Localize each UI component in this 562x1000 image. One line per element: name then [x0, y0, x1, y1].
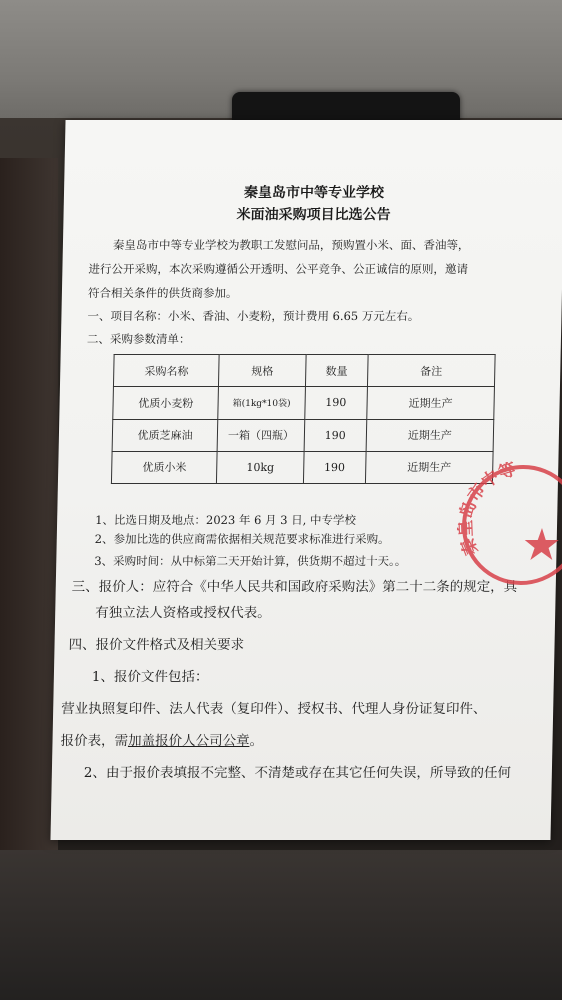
- docs-line1: 营业执照复印件、法人代表（复印件）、授权书、代理人身份证复印件、: [61, 701, 487, 717]
- purchase-table: [111, 354, 496, 484]
- sub-item-3: 3、采购时间：从中标第二天开始计算，供货期不超过十天。。: [94, 554, 407, 568]
- intro-line3: 符合相关条件的供货商参加。: [87, 286, 238, 300]
- table-cell: 190: [304, 419, 367, 451]
- table-header-cell: 采购名称: [113, 355, 219, 387]
- table-cell: 近期生产: [365, 451, 493, 483]
- table-cell: 箱(1kg*10袋): [218, 387, 305, 419]
- table-cell: 近期生产: [366, 419, 494, 451]
- notice-title-line2: 米面油采购项目比选公告: [236, 207, 391, 223]
- table-header-cell: 规格: [219, 355, 306, 387]
- seal-star-icon: [524, 528, 559, 560]
- sub-item-2: 2、参加比选的供应商需依据相关规范要求标准进行采购。: [94, 532, 390, 546]
- item-purchase-list: 二、采购参数清单：: [86, 332, 191, 346]
- table-row: [111, 451, 493, 483]
- table-header-cell: 数量: [305, 355, 368, 387]
- table-row: [112, 419, 494, 451]
- intro-line2: 进行公开采购，本次采购遵循公开透明、公平竞争、公正诚信的原则，邀请: [88, 262, 469, 276]
- table-header-cell: 备注: [367, 355, 495, 387]
- item-bidder-line1: 三、报价人：应符合《中华人民共和国政府采购法》第二十二条的规定，具: [71, 579, 518, 595]
- official-seal: [456, 460, 562, 590]
- desk-edge: [0, 158, 58, 858]
- docs-line2-text: 报价表，需: [60, 733, 129, 749]
- notice-paper: [50, 120, 562, 840]
- table-cell: 近期生产: [367, 387, 495, 419]
- table-cell: 10kg: [217, 451, 304, 483]
- table-row: [113, 387, 495, 419]
- item-project-name: 一、项目名称：小米、香油、小麦粉，预计费用 6.65 万元左右。: [87, 309, 420, 323]
- table-cell: 优质小麦粉: [113, 387, 219, 419]
- sub-item-1: 1、比选日期及地点：2023 年 6 月 3 日, 中专学校: [95, 513, 357, 527]
- notice-title-line1: 秦皇岛市中等专业学校: [243, 185, 385, 201]
- table-cell: 优质芝麻油: [112, 419, 218, 451]
- table-cell: 190: [304, 387, 367, 419]
- intro-line1: 秦皇岛市中等专业学校为教职工发慰问品，预购置小米、面、香油等，: [112, 238, 470, 252]
- sub-item-4-2: 2、由于报价表填报不完整、不清楚或存在其它任何失误，所导致的任何: [83, 765, 512, 781]
- docs-line2: [60, 732, 263, 750]
- docs-seal-requirement: 加盖报价人公司公章: [127, 733, 250, 749]
- docs-line2-end: 。: [249, 733, 264, 749]
- seal-text: [456, 460, 519, 558]
- table-header-row: [113, 355, 495, 387]
- desk-front: [0, 850, 562, 1000]
- sub-item-4-1: 1、报价文件包括：: [91, 669, 209, 685]
- item-doc-format: 四、报价文件格式及相关要求: [68, 637, 245, 653]
- seal-text-path: 秦皇岛市中等: [455, 460, 519, 559]
- table-cell: 一箱（四瓶）: [218, 419, 305, 451]
- item-bidder-line2: 有独立法人资格或授权代表。: [95, 605, 271, 621]
- table-cell: 190: [303, 451, 366, 483]
- table-cell: 优质小米: [111, 451, 217, 483]
